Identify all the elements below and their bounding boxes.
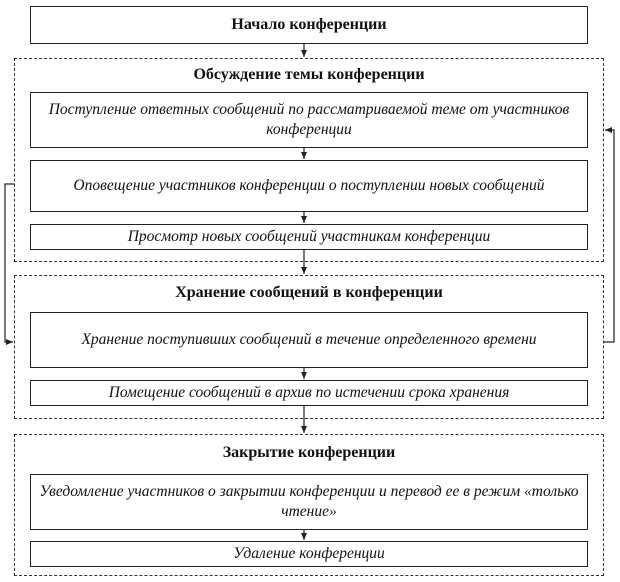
storage-group-title: Хранение сообщений в конференции [175, 284, 443, 301]
closing-step-notify-readonly-label: Уведомление участников о закрытии конференции и перевод ее в режим «только чтение» [39, 483, 579, 520]
discussion-step-notify-participants [30, 160, 588, 212]
discussion-step-view-messages-label: Просмотр новых сообщений участникам конференции [127, 228, 491, 245]
discussion-step-view-messages [30, 224, 588, 250]
closing-group-title: Закрытие конференции [222, 444, 396, 461]
closing-step-delete-conference-label: Удаление конференции [233, 545, 385, 562]
storage-step-keep-messages [30, 312, 588, 368]
start-conference-box [30, 6, 588, 44]
storage-step-archive-messages [30, 380, 588, 406]
loop-arrow-storage-to-discussion [604, 130, 614, 342]
discussion-step-notify-participants-label: Оповещение участников конференции о поступлении новых сообщений [73, 177, 545, 194]
storage-step-keep-messages-label: Хранение поступивших сообщений в течение определенного времени [81, 331, 537, 348]
closing-step-notify-readonly [30, 474, 588, 530]
discussion-group-title: Обсуждение темы конференции [193, 66, 425, 83]
discussion-step-incoming-messages-label: Поступление ответных сообщений по рассматриваемой теме от участников конференции [48, 101, 570, 138]
closing-step-delete-conference [30, 541, 588, 567]
loop-arrow-discussion-to-storage [5, 184, 14, 342]
discussion-step-incoming-messages [30, 92, 588, 148]
start-conference-label: Начало конференции [231, 16, 387, 33]
storage-step-archive-messages-label: Помещение сообщений в архив по истечении срока хранения [108, 384, 510, 401]
